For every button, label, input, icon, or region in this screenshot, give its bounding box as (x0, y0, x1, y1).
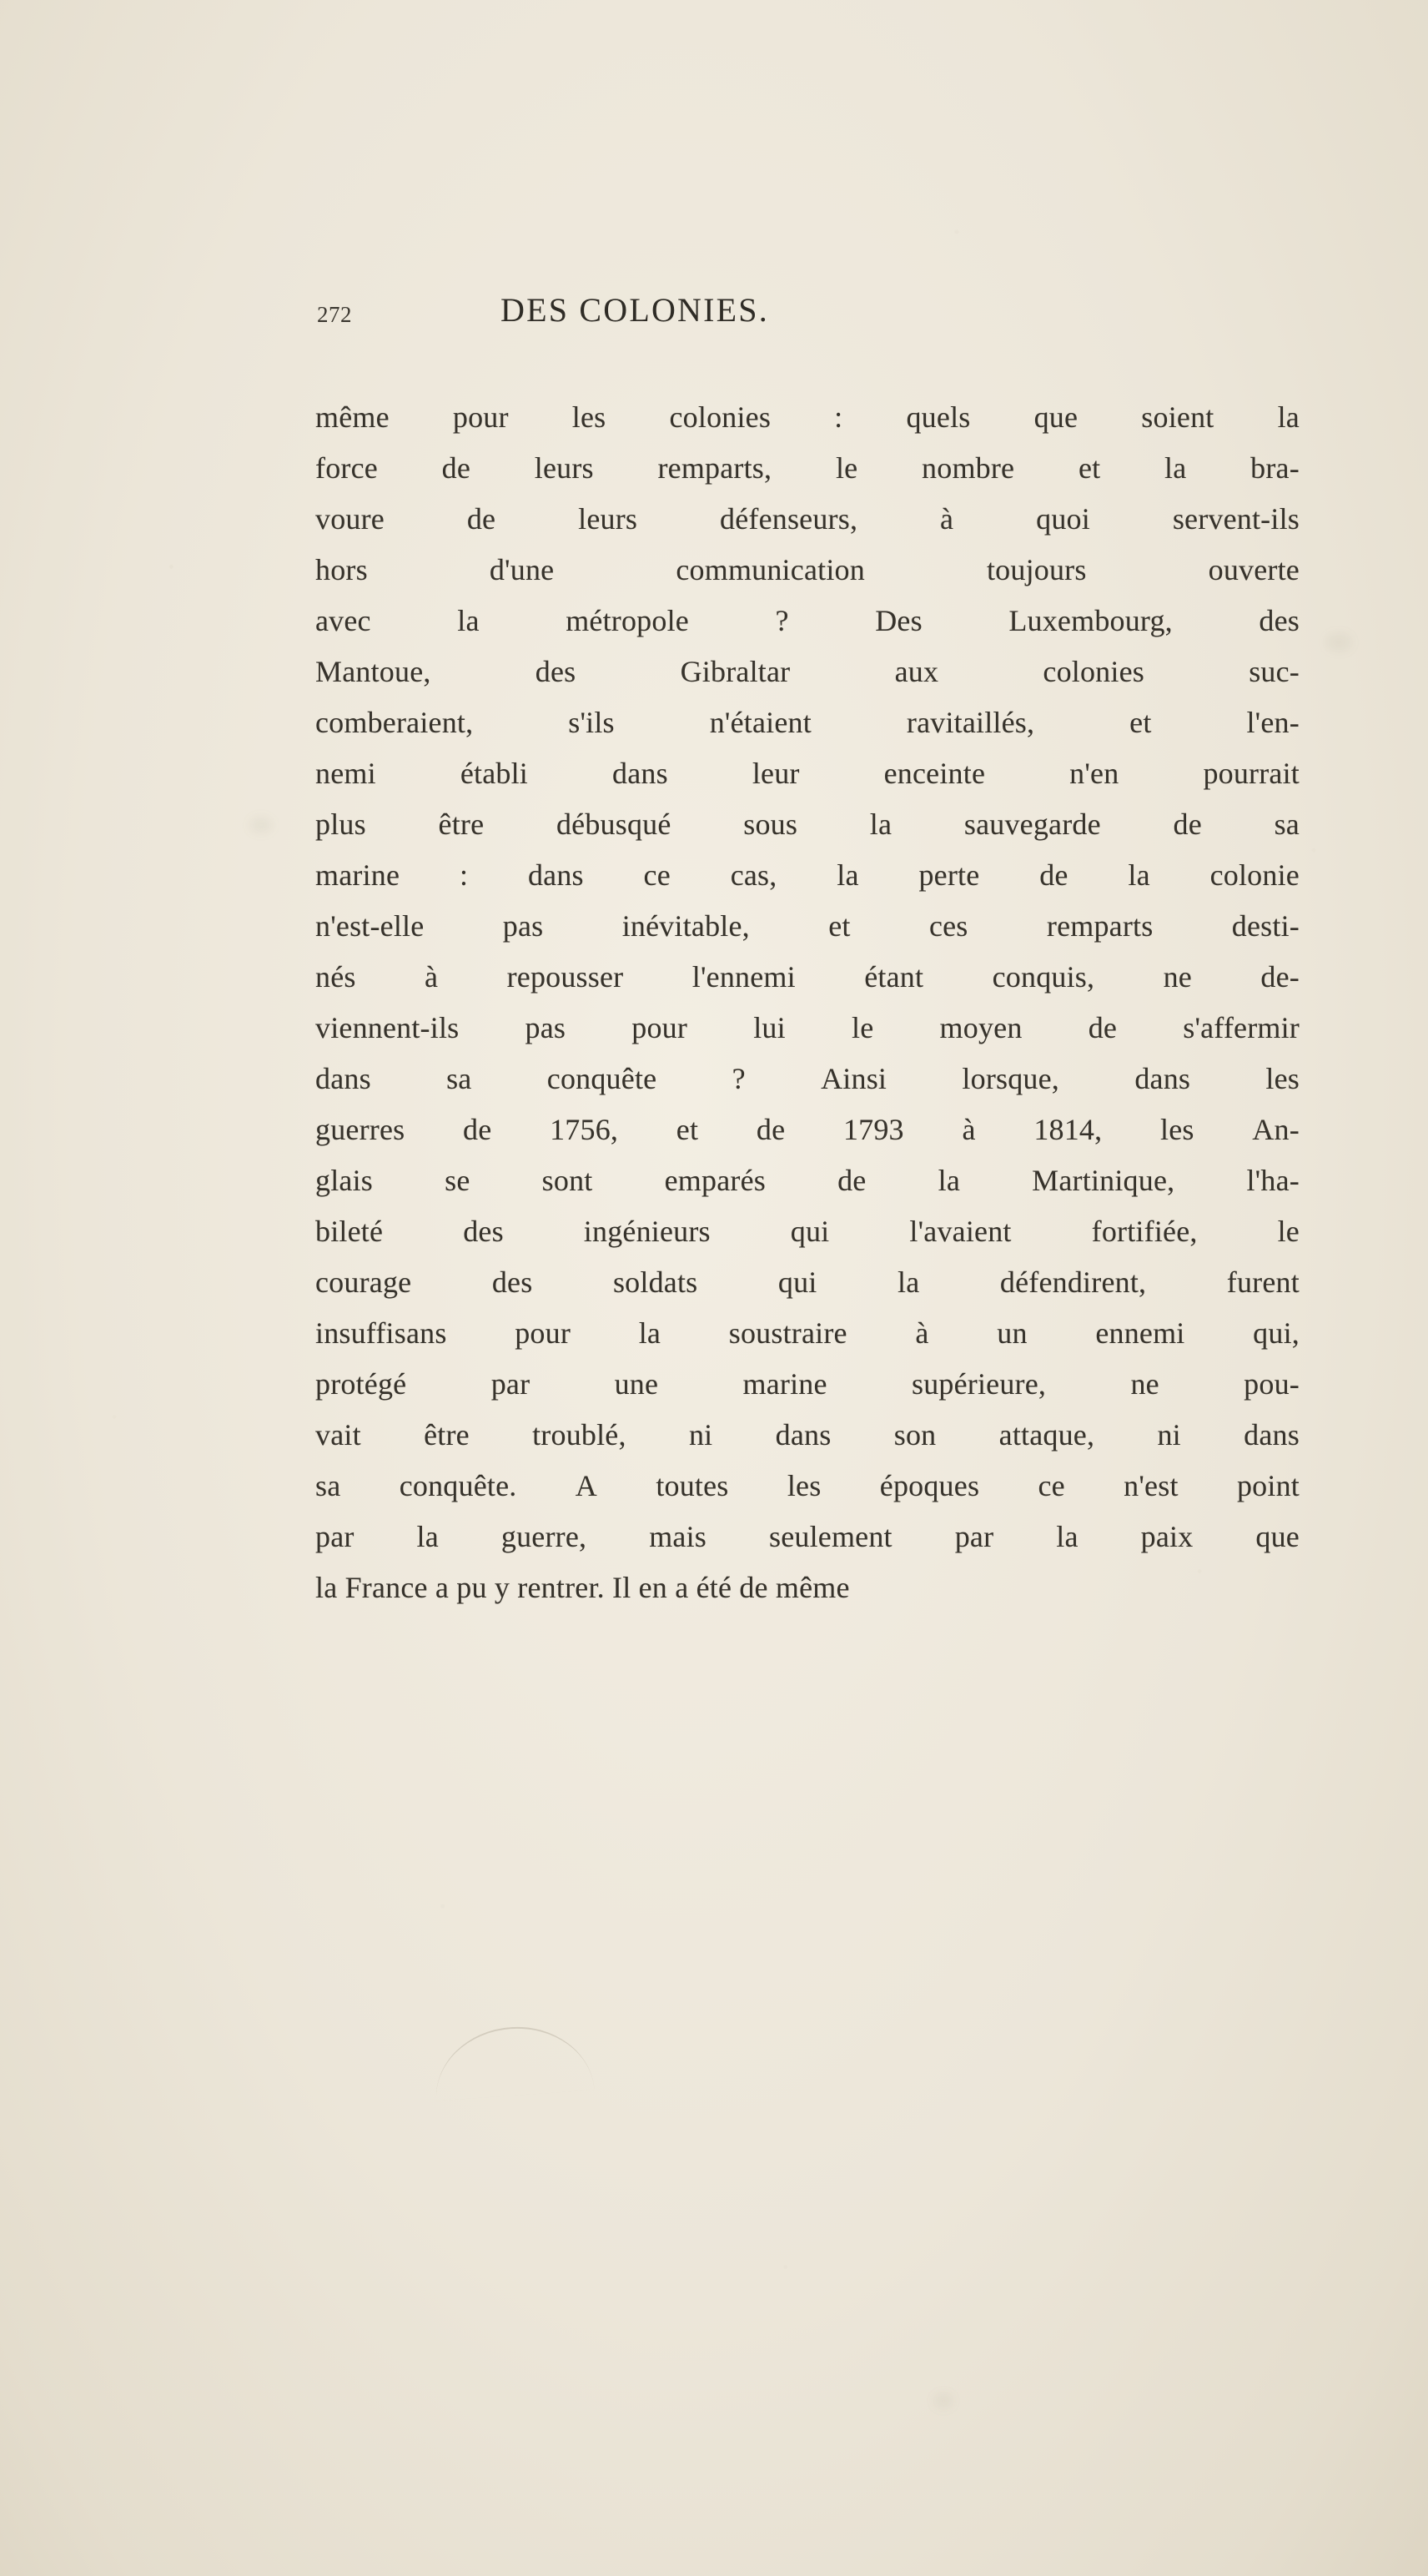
text-line: insuffisans pour la soustraire à un ennemi qui, (315, 1316, 1300, 1350)
text-line: guerres de 1756, et de 1793 à 1814, les An- (315, 1113, 1300, 1146)
text-line: protégé par une marine supérieure, ne pou- (315, 1367, 1300, 1401)
text-line: comberaient, s'ils n'étaient ravitaillés, et l'en- (315, 706, 1300, 739)
page-header (317, 290, 1178, 329)
text-line: nés à repousser l'ennemi étant conquis, ne de- (315, 960, 1300, 994)
ink-smudge (1326, 634, 1351, 651)
text-line: sa conquête. A toutes les époques ce n'est point (315, 1469, 1300, 1502)
text-line: avec la métropole ? Des Luxembourg, des (315, 604, 1300, 637)
page-number: 272 (317, 302, 352, 327)
text-line: la France a pu y rentrer. Il en a été de même (315, 1571, 850, 1604)
text-line: voure de leurs défenseurs, à quoi servent-ils (315, 502, 1300, 536)
text-line: vait être troublé, ni dans son attaque, ni dans (315, 1418, 1300, 1452)
ink-smudge (250, 818, 272, 833)
text-line: nemi établi dans leur enceinte n'en pourrait (315, 757, 1300, 790)
text-line: Mantoue, des Gibraltar aux colonies suc- (315, 655, 1300, 688)
text-line: n'est-elle pas inévitable, et ces remparts desti- (315, 909, 1300, 943)
text-line: courage des soldats qui la défendirent, furent (315, 1265, 1300, 1299)
text-line: dans sa conquête ? Ainsi lorsque, dans les (315, 1062, 1300, 1095)
text-line: hors d'une communication toujours ouverte (315, 553, 1300, 586)
text-line: plus être débusqué sous la sauvegarde de sa (315, 808, 1300, 841)
text-line: force de leurs remparts, le nombre et la bra- (315, 451, 1300, 485)
body-text (315, 392, 1300, 1613)
ink-arc-mark (431, 2021, 594, 2101)
text-line: par la guerre, mais seulement par la paix que (315, 1520, 1300, 1553)
ink-smudge (934, 2394, 953, 2407)
running-title: DES COLONIES. (500, 291, 769, 329)
text-line: viennent-ils pas pour lui le moyen de s'affermir (315, 1011, 1300, 1044)
text-line: marine : dans ce cas, la perte de la colonie (315, 858, 1300, 892)
text-line: même pour les colonies : quels que soient la (315, 400, 1300, 434)
text-line: bileté des ingénieurs qui l'avaient fortifiée, le (315, 1215, 1300, 1248)
text-line: glais se sont emparés de la Martinique, l'ha- (315, 1164, 1300, 1197)
